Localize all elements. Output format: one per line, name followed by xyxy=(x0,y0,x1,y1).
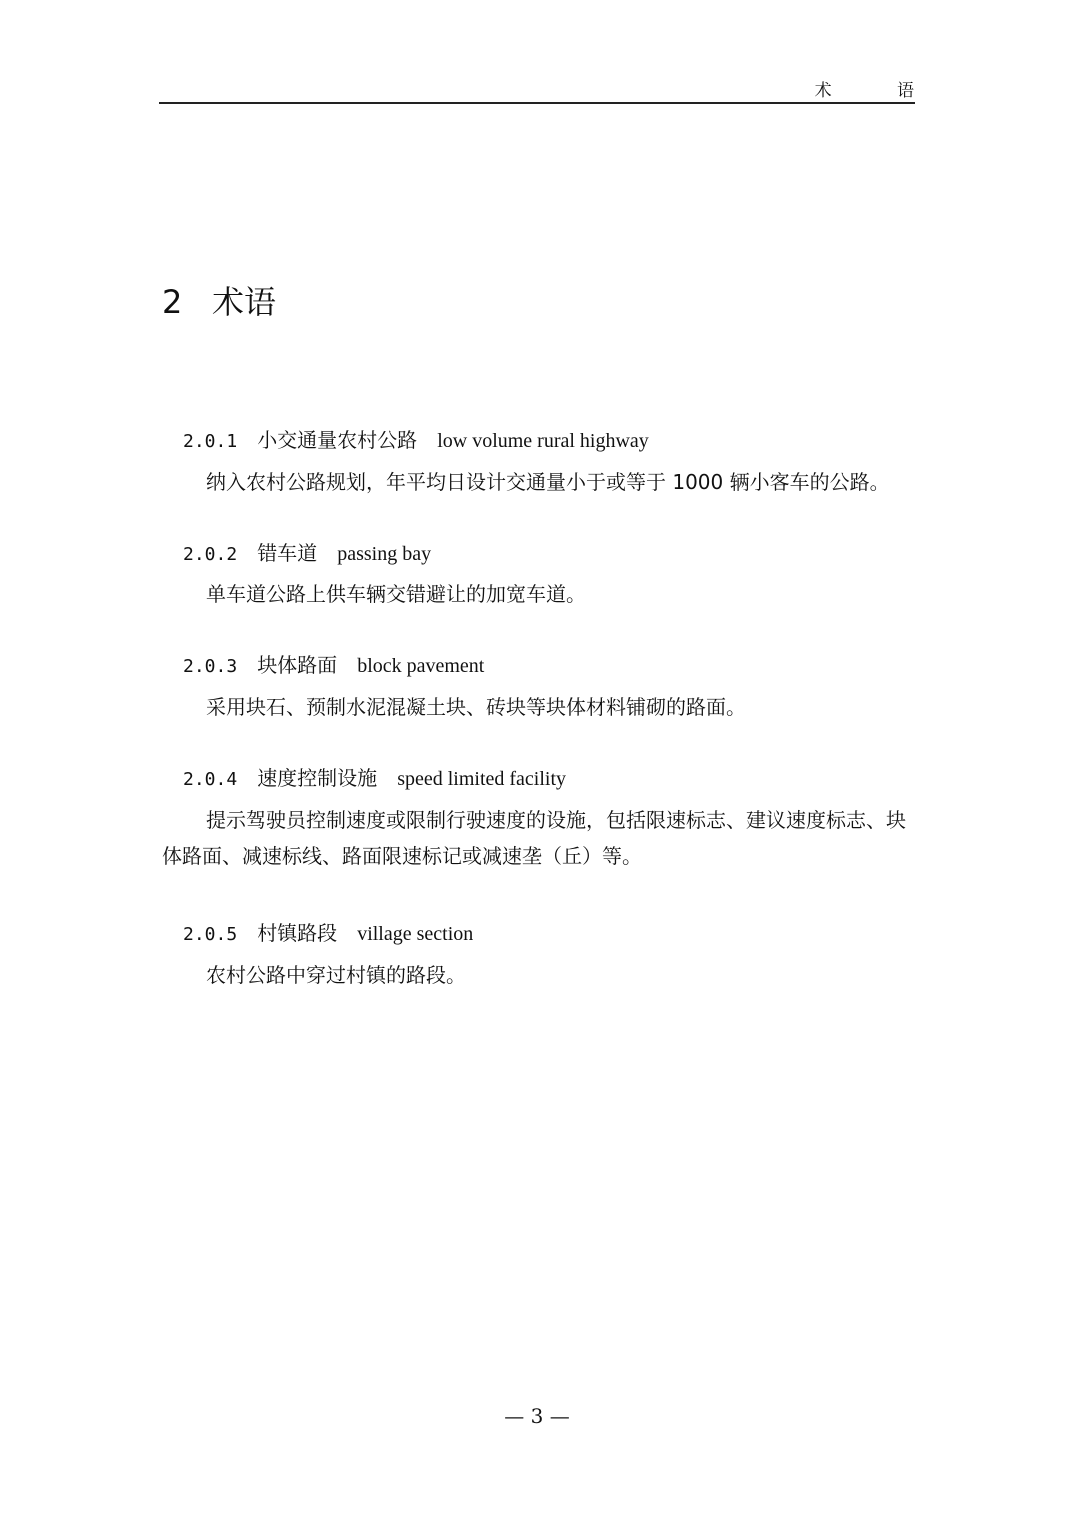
term-chinese: 速度控制设施 xyxy=(257,766,378,790)
chapter-title xyxy=(162,277,276,323)
term-definition: 采用块石、预制水泥混凝土块、砖块等块体材料铺砌的路面。 xyxy=(206,695,746,719)
chapter-number: 2 xyxy=(162,283,183,322)
term-heading xyxy=(183,651,484,681)
term-number: 2.0.1 xyxy=(183,431,238,452)
term-heading xyxy=(183,919,473,949)
term-english: passing bay xyxy=(337,543,432,565)
term-english: village section xyxy=(357,923,474,945)
term-chinese: 村镇路段 xyxy=(257,921,338,945)
term-definition: 提示驾驶员控制速度或限制行驶速度的设施，包括限速标志、建议速度标志、块体路面、减速标线、路面限速标记或减速垄（丘）等。 xyxy=(162,808,906,868)
term-chinese: 块体路面 xyxy=(257,653,338,677)
term-chinese: 错车道 xyxy=(257,541,318,565)
term-heading xyxy=(183,426,649,456)
term-definition: 纳入农村公路规划，年平均日设计交通量小于或等于 1000 辆小客车的公路。 xyxy=(206,470,890,494)
term-number: 2.0.5 xyxy=(183,924,238,945)
term-definition: 农村公路中穿过村镇的路段。 xyxy=(206,963,466,987)
term-number: 2.0.4 xyxy=(183,769,238,790)
running-header: 术 语 xyxy=(814,81,944,101)
term-english: low volume rural highway xyxy=(437,430,649,452)
term-heading xyxy=(183,764,566,794)
header-rule xyxy=(159,102,915,104)
term-number: 2.0.2 xyxy=(183,544,238,565)
term-english: block pavement xyxy=(357,655,485,677)
term-definition: 单车道公路上供车辆交错避让的加宽车道。 xyxy=(206,582,586,606)
term-english: speed limited facility xyxy=(397,768,567,790)
term-heading xyxy=(183,539,431,569)
term-chinese: 小交通量农村公路 xyxy=(257,428,418,452)
page-number: — 3 — xyxy=(504,1404,570,1428)
chapter-title-text: 术语 xyxy=(212,283,277,322)
term-number: 2.0.3 xyxy=(183,656,238,677)
